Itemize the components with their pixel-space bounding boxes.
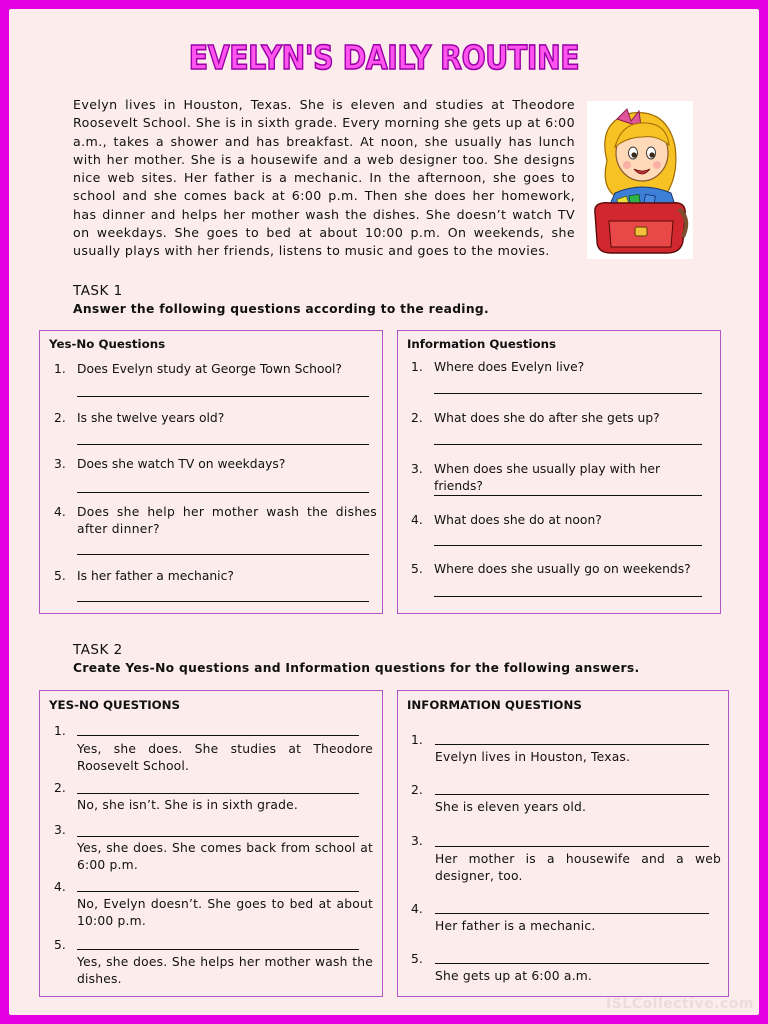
- given-answer: No, she isn’t. She is in sixth grade.: [77, 798, 299, 812]
- answer-line[interactable]: [434, 545, 702, 546]
- answer-line[interactable]: [77, 396, 369, 397]
- answer-line[interactable]: [434, 495, 702, 496]
- question-line[interactable]: [77, 949, 359, 950]
- reading-passage: Evelyn lives in Houston, Texas. She is eleven and studies at Theodore Roosevelt School. She is in sixth grade. Every morning she gets up at 6:00 a.m., takes a shower and has breakfast. At noon, she usually has lunch with her mother. She is a housewife and a web designer too. She designs nice web sites. Her father is a mechanic. In the afternoon, she goes to school and she comes back at 6:00 p.m. Then she does her homework, has dinner and helps her mother wash the dishes. She doesn’t watch TV on weekdays. She goes to bed at about 10:00 p.m. On weekends, she usually plays with her friends, listens to music and goes to the movies.: [73, 97, 575, 259]
- yes-no-questions-box: Yes-No Questions 1. Does Evelyn study at George Town School? 2. Is she twelve years old? 3. Does she watch TV on weekdays? 4. Does she help her mother wash the dishes after dinner? 5. Is her father a mechanic?: [39, 330, 383, 614]
- information-questions-heading: Information Questions: [407, 337, 557, 351]
- question-line[interactable]: [435, 913, 709, 914]
- given-answer: Her mother is a housewife and a web designer, too.: [435, 852, 721, 883]
- question-line[interactable]: [435, 794, 709, 795]
- information-questions-box: INFORMATION QUESTIONS 1. Evelyn lives in Houston, Texas. 2. She is eleven years old. 3. Her mother is a housewife and a web designer, too. 4. Her father is a mechanic. 5. She gets up at 6:00 a.m.: [397, 690, 729, 997]
- given-answer: Yes, she does. She helps her mother wash the dishes.: [77, 955, 373, 986]
- task1-instruction: Answer the following questions according to the reading.: [73, 302, 489, 316]
- given-answer: Evelyn lives in Houston, Texas.: [435, 750, 631, 764]
- answer-line[interactable]: [77, 601, 369, 602]
- task2-heading: TASK 2: [73, 642, 123, 658]
- information-questions-box: Information Questions 1. Where does Evelyn live? 2. What does she do after she gets up? 3. When does she usually play with her friends? 4. What does she do at noon? 5. Where does she usually go on weekends?: [397, 330, 721, 614]
- given-answer: Yes, she does. She studies at Theodore Roosevelt School.: [77, 742, 373, 773]
- answer-line[interactable]: [77, 554, 369, 555]
- question-line[interactable]: [435, 963, 709, 964]
- question-line[interactable]: [77, 793, 359, 794]
- question-line[interactable]: [77, 891, 359, 892]
- answer-line[interactable]: [77, 444, 369, 445]
- yes-no-questions-heading: YES-NO QUESTIONS: [49, 698, 180, 712]
- page-title: EVELYN'S DAILY ROUTINE: [188, 38, 580, 77]
- given-answer: She gets up at 6:00 a.m.: [435, 969, 593, 983]
- given-answer: Yes, she does. She comes back from school at 6:00 p.m.: [77, 841, 373, 872]
- girl-with-schoolbag-illustration: [587, 101, 693, 259]
- task1-heading: TASK 1: [73, 283, 123, 299]
- yes-no-questions-heading: Yes-No Questions: [49, 337, 166, 351]
- question-line[interactable]: [435, 744, 709, 745]
- given-answer: No, Evelyn doesn’t. She goes to bed at about 10:00 p.m.: [77, 897, 373, 928]
- watermark: ISLCollective.com: [606, 996, 754, 1012]
- answer-line[interactable]: [434, 393, 702, 394]
- given-answer: Her father is a mechanic.: [435, 919, 596, 933]
- question-line[interactable]: [435, 846, 709, 847]
- question-line[interactable]: [77, 735, 359, 736]
- task2-instruction: Create Yes-No questions and Information questions for the following answers.: [73, 661, 640, 675]
- question-line[interactable]: [77, 836, 359, 837]
- yes-no-questions-box: YES-NO QUESTIONS 1. Yes, she does. She studies at Theodore Roosevelt School. 2. No, she isn’t. She is in sixth grade. 3. Yes, she does. She comes back from school at 6:00 p.m. 4. No, Evelyn doesn’t. She goes to bed at about 10:00 p.m. 5. Yes, she does. She helps her mother wash the dishes.: [39, 690, 383, 997]
- answer-line[interactable]: [434, 596, 702, 597]
- answer-line[interactable]: [434, 444, 702, 445]
- answer-line[interactable]: [77, 492, 369, 493]
- given-answer: She is eleven years old.: [435, 800, 587, 814]
- information-questions-heading: INFORMATION QUESTIONS: [407, 698, 582, 712]
